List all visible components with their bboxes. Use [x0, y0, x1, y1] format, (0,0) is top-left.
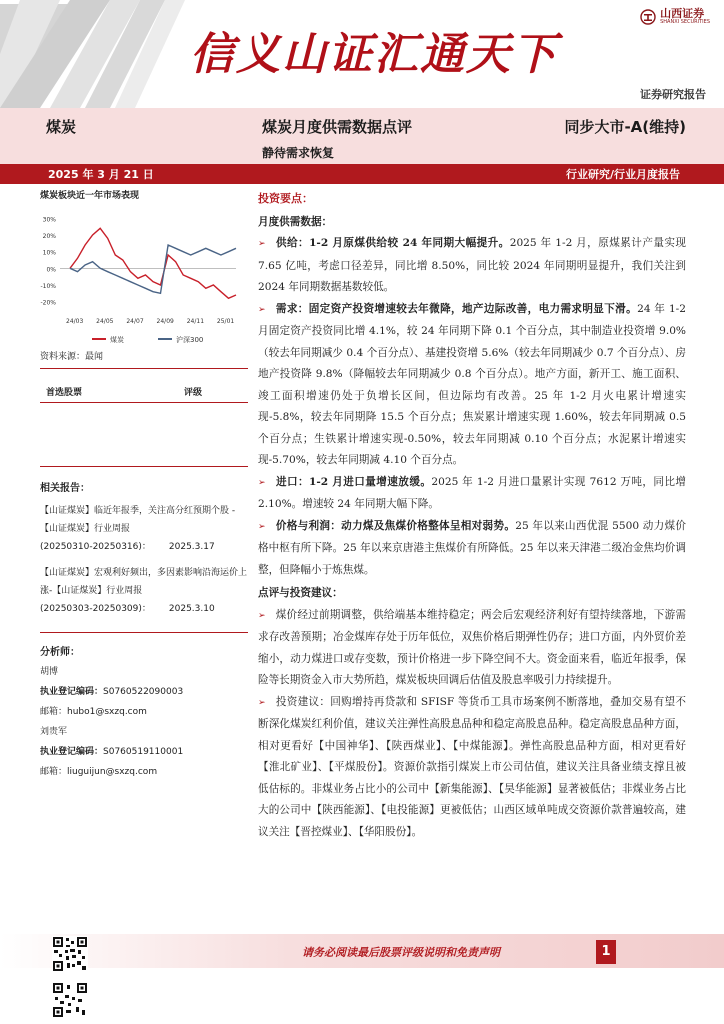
- analyst-registration: [40, 746, 248, 758]
- report-type: 证券研究报告: [640, 88, 706, 101]
- related-report-period: (20250310-20250316)：: [40, 542, 151, 552]
- analyst-email: [40, 706, 248, 718]
- legend-label: 煤炭: [110, 336, 124, 344]
- x-tick-label: 24/09: [156, 318, 174, 325]
- banner-slogan: 信义山证汇通天下: [190, 29, 558, 80]
- bullet-lead: 需求：固定资产投资增速较去年微降，地产边际改善，电力需求明显下滑。: [275, 302, 638, 315]
- x-tick-label: 24/11: [186, 318, 205, 325]
- industry-label: 煤炭: [46, 118, 77, 136]
- legend-label: 沪深300: [176, 336, 204, 344]
- page-number: 1: [596, 940, 616, 964]
- email-label: 邮箱：: [40, 767, 68, 777]
- industry-rating: 同步大市-A(维持): [564, 118, 686, 136]
- comment-text: 投资建议：回购增持再贷款和 SFISF 等货币工具市场案例不断落地，叠加交易有望不断深化煤炭红利价值，建议关注弹性高股息品种和稳定高股息品种。稳定高股息品种方面，相对更看好【中国神华】、【陕西煤业】、【中煤能源】。弹性高股息品种方面，相对更看好【淮北矿业】、【平煤股份】。资源价款指引煤炭上市公司估值，建议关注具备业绩支撑且被低估标的。非煤业务占比小的公司中【新集能源】、【昊华能源】显著被低估；非煤业务占比大的公司中【陕西能源】、【电投能源】更被低估；山西区域单吨成交资源价款普遍较高，建议关注【晋控煤业】、【华阳股份】。: [258, 695, 686, 838]
- arrow-bullet-icon: ➢: [258, 304, 266, 315]
- company-logo: [640, 8, 710, 25]
- email-label: 邮箱：: [40, 707, 68, 717]
- report-date: 2025 年 3 月 21 日: [48, 168, 154, 181]
- bullet-text: 2025 年 1-2 月，原煤累计产量实现 7.65 亿吨，考虑口径差异，同比增 8.50%，同比较 2024 年同期明显提升，我们关注到 2024 年同期数据基数较低。: [258, 237, 686, 293]
- stock-table-body: [40, 403, 248, 467]
- arrow-bullet-icon: ➢: [258, 697, 266, 708]
- qr-code-icon: [52, 982, 88, 1018]
- related-report-meta: [40, 538, 248, 556]
- related-report-period: (20250303-20250309)：: [40, 604, 151, 614]
- bullet-supply: [258, 233, 686, 299]
- related-report-text[interactable]: 【山证煤炭】宏观利好频出，多因素影响沿海运价上涨-【山证煤炭】行业周报: [40, 568, 248, 596]
- header-banner: [0, 0, 724, 108]
- section-title: 投资要点：: [258, 192, 313, 205]
- bullet-lead: 供给：1-2 月原煤供给较 24 年同期大幅提升。: [275, 237, 510, 249]
- analysts-title: 分析师：: [40, 647, 80, 658]
- y-tick-label: 0%: [46, 266, 56, 274]
- chart-source: 资料来源：最闻: [40, 349, 248, 369]
- y-tick-label: -20%: [40, 299, 56, 307]
- related-report-meta: [40, 600, 248, 618]
- stock-table-header: [40, 385, 248, 398]
- stock-header-rating: 评级: [183, 388, 202, 398]
- bullet-lead: 进口：1-2 月进口量增速放缓。: [275, 475, 432, 488]
- related-reports-title: 相关报告：: [40, 483, 90, 494]
- arrow-bullet-icon: ➢: [258, 521, 266, 532]
- bullet-demand: [258, 299, 686, 472]
- sidebar: [40, 186, 248, 778]
- report-category: 行业研究/行业月度报告: [565, 168, 680, 181]
- related-report-item[interactable]: [40, 564, 248, 618]
- bullet-text: 25 年以来山西优混 5500 动力煤价格中枢有所下降。25 年以来京唐港主焦煤价有所降低。25 年以来天津港二级冶金焦均价调整，但降幅小于炼焦煤。: [258, 519, 687, 576]
- email-link[interactable]: hubo1@sxzq.com: [67, 707, 147, 717]
- y-tick-label: 20%: [42, 233, 56, 240]
- related-report-item[interactable]: [40, 502, 248, 556]
- analyst-registration: [40, 686, 248, 698]
- subsection-title: 点评与投资建议：: [258, 587, 343, 599]
- market-chart-svg: [40, 207, 248, 347]
- reg-code: S0760519110001: [103, 747, 184, 757]
- analyst-name: 刘贵军: [40, 727, 68, 737]
- x-tick-label: 24/07: [126, 318, 144, 325]
- comment-text: 煤价经过前期调整，供给端基本维持稳定；两会后宏观经济利好有望持续落地，下游需求存改善预期；冶金煤库存处于历年低位，双焦价格后期弹性仍存；进口方面，内外贸价差缩小，动力煤进口或存变数，预计价格进一步下降空间不大。资金面来看，临近年报季，保险等长期资金入市大势所趋，煤炭板块回调后估值及股息率吸引力持续提升。: [258, 608, 686, 686]
- reg-label: 执业登记编码：: [40, 747, 104, 757]
- page-subtitle: 静待需求恢复: [262, 146, 335, 160]
- analyst-email: [40, 766, 248, 778]
- reg-code: S0760522090003: [103, 687, 184, 697]
- arrow-bullet-icon: ➢: [258, 239, 266, 249]
- logo-text-en: SHANXI SECURITIES: [660, 19, 710, 25]
- subsection-title: 月度供需数据：: [258, 215, 333, 228]
- market-chart: [40, 207, 248, 347]
- page-title: 煤炭月度供需数据点评: [262, 118, 413, 136]
- bullet-price: [258, 516, 686, 582]
- arrow-bullet-icon: ➢: [258, 610, 266, 621]
- disclaimer-note[interactable]: 请务必阅读最后股票评级说明和免责声明: [302, 946, 500, 959]
- reg-label: 执业登记编码：: [40, 687, 104, 697]
- y-tick-label: 30%: [42, 216, 56, 224]
- related-report-date: 2025.3.10: [168, 604, 215, 614]
- comment-paragraph: [258, 605, 686, 692]
- y-tick-label: -10%: [40, 283, 56, 290]
- analyst-name: 胡博: [40, 667, 59, 677]
- divider: [40, 632, 248, 633]
- bullet-lead: 价格与利润：动力煤及焦煤价格整体呈相对弱势。: [275, 519, 516, 532]
- comment-paragraph: [258, 692, 686, 844]
- bullet-text: 24 年 1-2 月固定资产投资同比增 4.1%，较 24 年同期下降 0.1 个百分点，其中制造业投资增 9.0%（较去年同期减少 0.4 个百分点）、基建投资增 5.6%（较去年同期减少 0.7 个百分点）、房地产投资降 9.8%（降幅较去年同期减少 0.8 个百分点）。地产方面，新开工、施工面积、竣工面积增速仍处于负增长区间，但边际均有改善。25 年 1-2 月火电累计增速实现-5.8%，较去年同期降 15.5 个百分点；焦炭累计增速实现 1.60%，较去年同期减 0.5 个百分点；生铁累计增速实现-0.50%，较去年同期减 0.10 个百分点；水泥累计增速实现-5.70%，较去年同期减 4.10 个百分点。: [258, 302, 686, 466]
- email-link[interactable]: liuguijun@sxzq.com: [67, 767, 158, 777]
- x-tick-label: 25/01: [216, 318, 235, 325]
- main-content: [258, 188, 686, 843]
- logo-mark-icon: [640, 9, 656, 25]
- arrow-bullet-icon: ➢: [258, 477, 266, 488]
- stock-header-name: 首选股票: [46, 388, 83, 398]
- qr-code-icon: [52, 936, 88, 972]
- bullet-text: 2025 年 1-2 月进口量累计实现 7612 万吨，同比增 2.10%。增速较 24 年同期大幅下降。: [258, 475, 686, 510]
- logo-text-cn: 山西证券: [660, 7, 705, 20]
- x-tick-label: 24/03: [66, 318, 84, 325]
- y-tick-label: 10%: [42, 249, 56, 257]
- related-report-date: 2025.3.17: [168, 542, 215, 552]
- x-tick-label: 24/05: [96, 318, 114, 325]
- bullet-import: [258, 472, 686, 516]
- chart-title: 煤炭板块近一年市场表现: [40, 191, 140, 201]
- related-report-text[interactable]: 【山证煤炭】临近年报季，关注高分红预期个股 -【山证煤炭】行业周报: [40, 506, 236, 534]
